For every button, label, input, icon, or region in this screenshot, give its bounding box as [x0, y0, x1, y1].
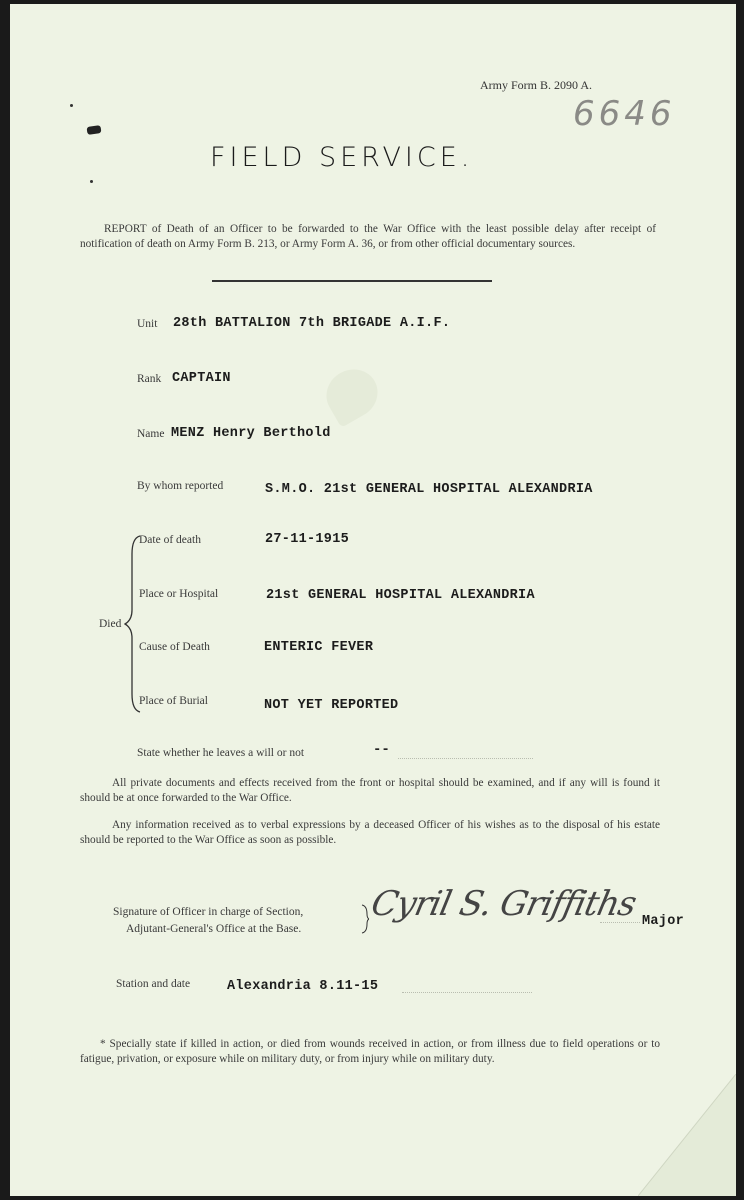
date-of-death-label: Date of death [139, 534, 201, 546]
ink-dot [90, 180, 93, 183]
will-dotted-line [398, 758, 533, 759]
station-date-label: Station and date [116, 978, 191, 990]
place-of-hospital-label: Place or Hospital [139, 588, 219, 600]
unit-label: Unit [137, 318, 158, 330]
divider-rule [212, 280, 492, 282]
died-brace [124, 534, 142, 714]
died-label: Died [99, 618, 122, 630]
officer-signature: Cyril S. Griffiths [367, 884, 640, 924]
form-title: FIELD SERVICE. [210, 142, 474, 173]
rank-value: CAPTAIN [172, 371, 231, 386]
signature-label-line1: Signature of Officer in charge of Section, [113, 906, 304, 918]
station-dotted-line [402, 992, 532, 993]
officer-rank: Major [642, 914, 685, 929]
rank-label: Rank [137, 373, 162, 385]
place-of-hospital-value: 21st GENERAL HOSPITAL ALEXANDRIA [266, 588, 535, 603]
signature-dotted-line [600, 922, 640, 923]
name-label: Name [137, 428, 165, 440]
signature-label-line2: Adjutant-General's Office at the Base. [126, 923, 302, 935]
cause-of-death-label: Cause of Death [139, 641, 210, 653]
reported-by-label: By whom reported [137, 480, 224, 492]
handwritten-file-number: 6646 [573, 94, 676, 134]
cause-of-death-value: ENTERIC FEVER [264, 640, 374, 655]
place-of-burial-value: NOT YET REPORTED [264, 698, 399, 713]
report-instructions: REPORT of Death of an Officer to be forwarded to the War Office with the least possible delay after receipt of notification of death on Army Form B. 213, or Army Form A. 36, or from other official documentary sources. [80, 223, 656, 250]
ink-dot [70, 104, 73, 107]
name-value: MENZ Henry Berthold [171, 426, 331, 441]
folded-corner [638, 1074, 736, 1196]
documents-notice: All private documents and effects received from the front or hospital should be examined, and if any will is found it should be at once forwarded to the War Office. [80, 777, 660, 804]
unit-value: 28th BATTALION 7th BRIGADE A.I.F. [173, 316, 451, 331]
station-date-value: Alexandria 8.11-15 [227, 979, 379, 994]
footnote: * Specially state if killed in action, or died from wounds received in action, or from illness due to field operations or to fatigue, privation, or exposure while on military duty, or from injury while on military duty. [80, 1038, 660, 1065]
verbal-notice: Any information received as to verbal expressions by a deceased Officer of his wishes as to the disposal of his estate should be reported to the War Office as soon as possible. [80, 819, 660, 846]
ink-blot [87, 125, 102, 135]
form-sheet [10, 4, 736, 1196]
place-of-burial-label: Place of Burial [139, 695, 208, 707]
reported-by-value: S.M.O. 21st GENERAL HOSPITAL ALEXANDRIA [265, 482, 593, 497]
form-number: Army Form B. 2090 A. [480, 78, 593, 92]
date-of-death-value: 27-11-1915 [265, 532, 350, 547]
will-value: -- [373, 742, 390, 758]
watermark-leaf [317, 360, 386, 428]
will-label: State whether he leaves a will or not [137, 747, 305, 759]
